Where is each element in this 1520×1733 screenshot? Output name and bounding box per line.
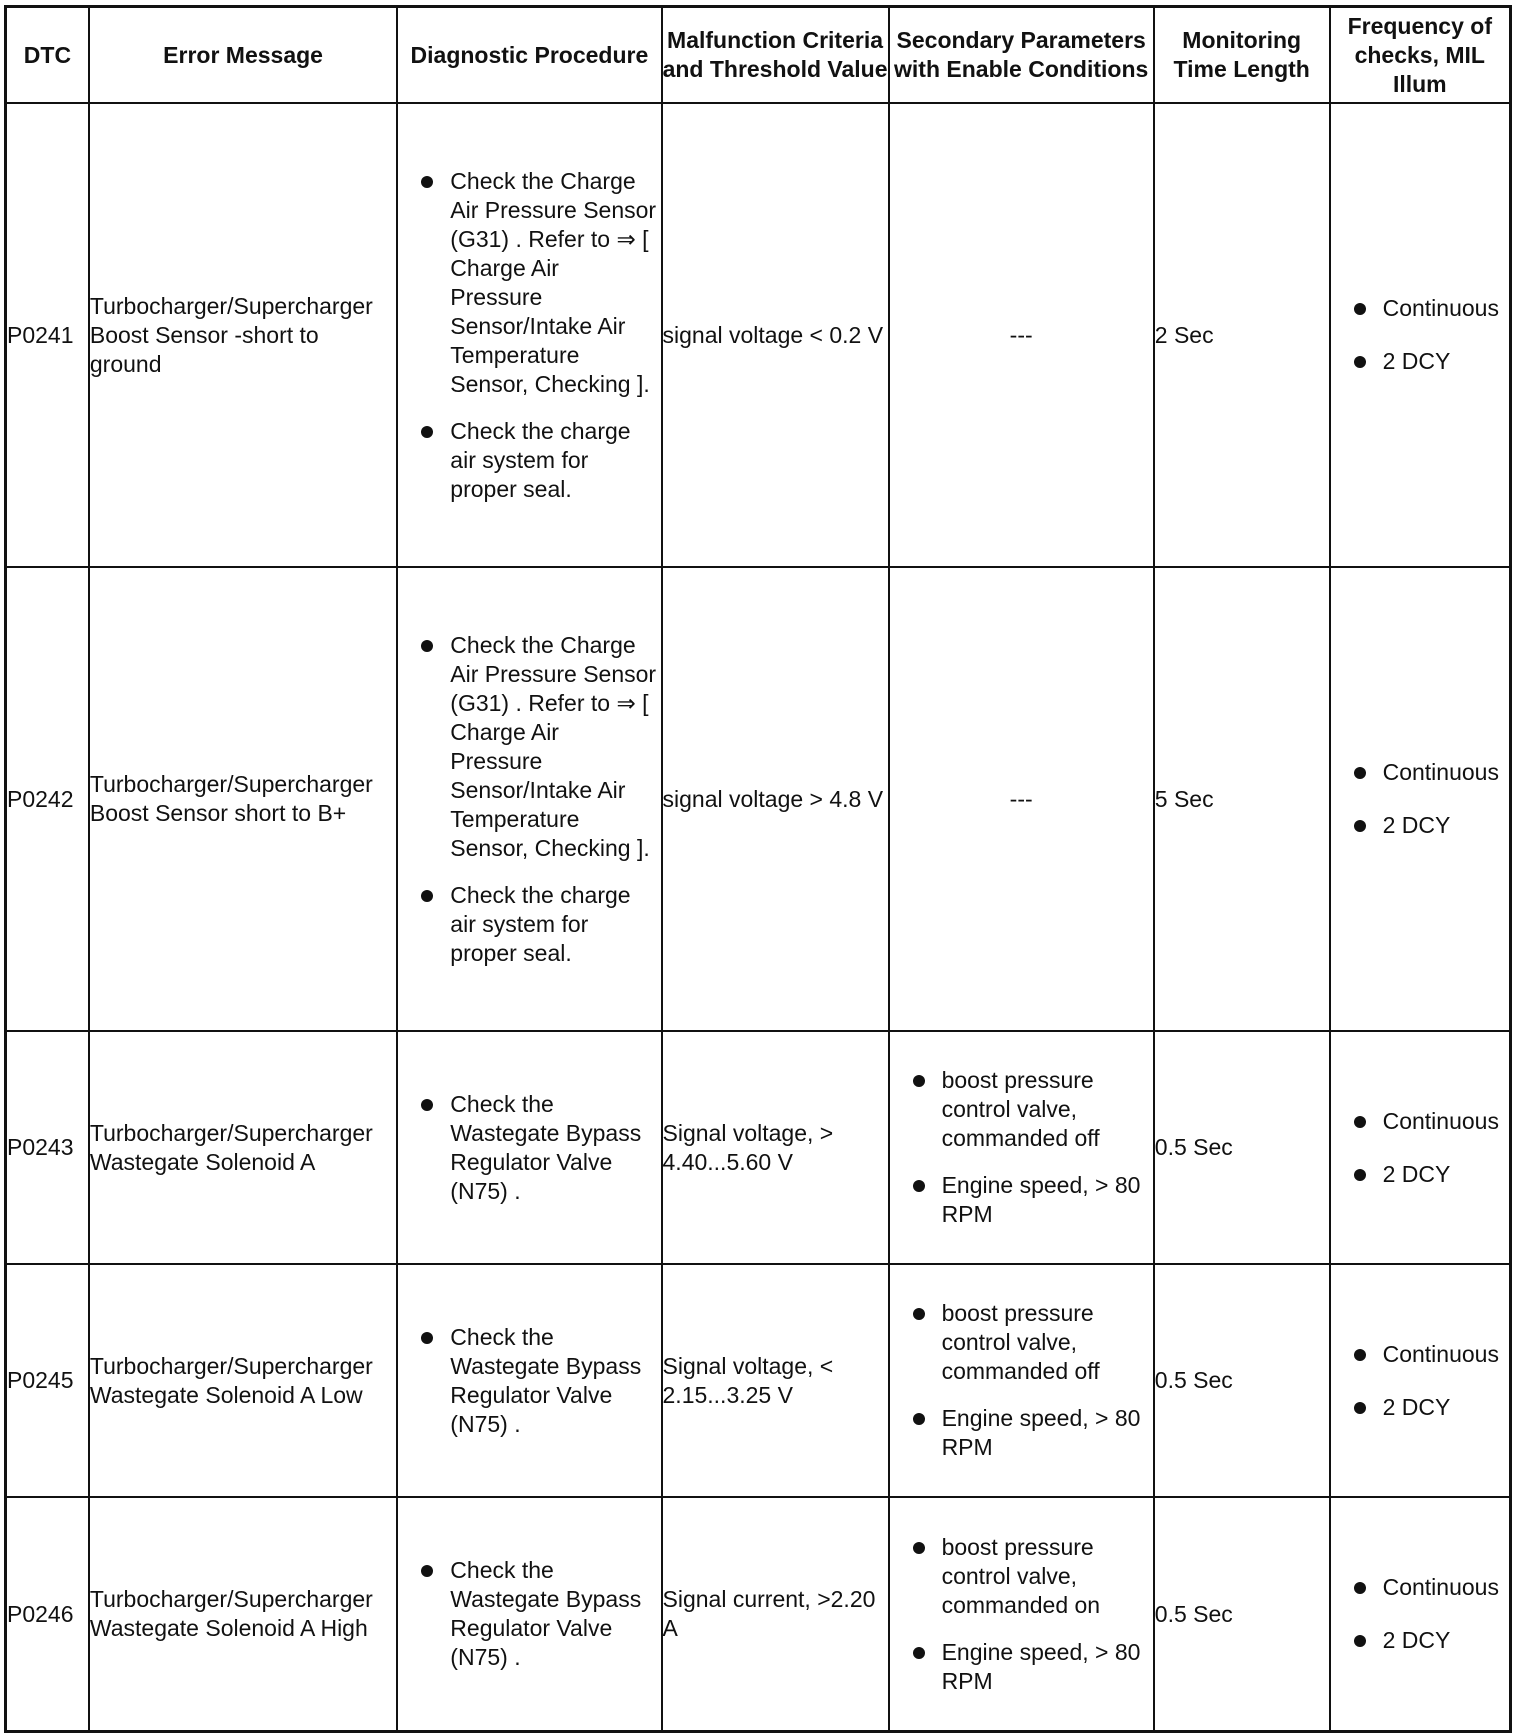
secondary-condition: Engine speed, > 80 RPM	[890, 1638, 1153, 1696]
frequency-item: Continuous	[1331, 1107, 1509, 1136]
frequency-item: Continuous	[1331, 1340, 1509, 1369]
frequency-item: 2 DCY	[1331, 1393, 1509, 1422]
frequency-item: 2 DCY	[1331, 1160, 1509, 1189]
frequency-item: Continuous	[1331, 758, 1509, 787]
frequency-item: 2 DCY	[1331, 811, 1509, 840]
error-message: Turbocharger/Supercharger Wastegate Solenoid A High	[89, 1497, 397, 1732]
frequency	[1330, 103, 1511, 567]
monitoring-time: 5 Sec	[1154, 567, 1330, 1031]
header-frequency: Frequency of checks, MIL Illum	[1330, 7, 1511, 104]
frequency-item: 2 DCY	[1331, 1626, 1509, 1655]
monitoring-time: 2 Sec	[1154, 103, 1330, 567]
monitoring-time: 0.5 Sec	[1154, 1497, 1330, 1732]
frequency-item: Continuous	[1331, 1573, 1509, 1602]
frequency-item: Continuous	[1331, 294, 1509, 323]
table-row	[6, 567, 1511, 1031]
dtc-code: P0245	[6, 1264, 89, 1497]
frequency	[1330, 1031, 1511, 1264]
malfunction-criteria: Signal current, >2.20 A	[662, 1497, 889, 1732]
error-message: Turbocharger/Supercharger Boost Sensor short to B+	[89, 567, 397, 1031]
secondary-condition: boost pressure control valve, commanded off	[890, 1299, 1153, 1386]
dtc-code: P0246	[6, 1497, 89, 1732]
table-row	[6, 1497, 1511, 1732]
diagnostic-procedure	[397, 1497, 661, 1732]
error-message: Turbocharger/Supercharger Wastegate Solenoid A	[89, 1031, 397, 1264]
procedure-step: Check the charge air system for proper seal.	[398, 881, 660, 968]
diagnostic-procedure	[397, 1264, 661, 1497]
malfunction-criteria: Signal voltage, > 4.40...5.60 V	[662, 1031, 889, 1264]
dtc-code: P0242	[6, 567, 89, 1031]
error-message: Turbocharger/Supercharger Boost Sensor -short to ground	[89, 103, 397, 567]
malfunction-criteria: signal voltage > 4.8 V	[662, 567, 889, 1031]
secondary-parameters	[889, 1031, 1154, 1264]
procedure-step: Check the Charge Air Pressure Sensor (G31) . Refer to ⇒ [ Charge Air Pressure Sensor/Intake Air Temperature Sensor, Checking ].	[398, 167, 660, 399]
table-row	[6, 1264, 1511, 1497]
monitoring-time: 0.5 Sec	[1154, 1031, 1330, 1264]
malfunction-criteria: signal voltage < 0.2 V	[662, 103, 889, 567]
secondary-condition: Engine speed, > 80 RPM	[890, 1404, 1153, 1462]
header-secondary-parameters: Secondary Parameters with Enable Conditions	[889, 7, 1154, 104]
header-malfunction-criteria: Malfunction Criteria and Threshold Value	[662, 7, 889, 104]
table-row	[6, 103, 1511, 567]
diagnostic-procedure	[397, 1031, 661, 1264]
monitoring-time: 0.5 Sec	[1154, 1264, 1330, 1497]
procedure-step: Check the Wastegate Bypass Regulator Valve (N75) .	[398, 1323, 660, 1439]
dtc-table	[4, 5, 1512, 1733]
frequency	[1330, 567, 1511, 1031]
header-diagnostic-procedure: Diagnostic Procedure	[397, 7, 661, 104]
diagnostic-procedure	[397, 567, 661, 1031]
dtc-code: P0243	[6, 1031, 89, 1264]
secondary-parameters: ---	[889, 567, 1154, 1031]
header-dtc: DTC	[6, 7, 89, 104]
procedure-step: Check the Charge Air Pressure Sensor (G31) . Refer to ⇒ [ Charge Air Pressure Sensor/Intake Air Temperature Sensor, Checking ].	[398, 631, 660, 863]
frequency	[1330, 1264, 1511, 1497]
header-error-message: Error Message	[89, 7, 397, 104]
header-row	[6, 7, 1511, 104]
frequency-item: 2 DCY	[1331, 347, 1509, 376]
procedure-step: Check the Wastegate Bypass Regulator Valve (N75) .	[398, 1556, 660, 1672]
secondary-condition: boost pressure control valve, commanded on	[890, 1533, 1153, 1620]
error-message: Turbocharger/Supercharger Wastegate Solenoid A Low	[89, 1264, 397, 1497]
secondary-parameters	[889, 1497, 1154, 1732]
secondary-condition: boost pressure control valve, commanded off	[890, 1066, 1153, 1153]
malfunction-criteria: Signal voltage, < 2.15...3.25 V	[662, 1264, 889, 1497]
dtc-code: P0241	[6, 103, 89, 567]
header-monitoring-time: Monitoring Time Length	[1154, 7, 1330, 104]
frequency	[1330, 1497, 1511, 1732]
secondary-condition: Engine speed, > 80 RPM	[890, 1171, 1153, 1229]
procedure-step: Check the charge air system for proper seal.	[398, 417, 660, 504]
procedure-step: Check the Wastegate Bypass Regulator Valve (N75) .	[398, 1090, 660, 1206]
diagnostic-procedure	[397, 103, 661, 567]
secondary-parameters: ---	[889, 103, 1154, 567]
table-row	[6, 1031, 1511, 1264]
secondary-parameters	[889, 1264, 1154, 1497]
